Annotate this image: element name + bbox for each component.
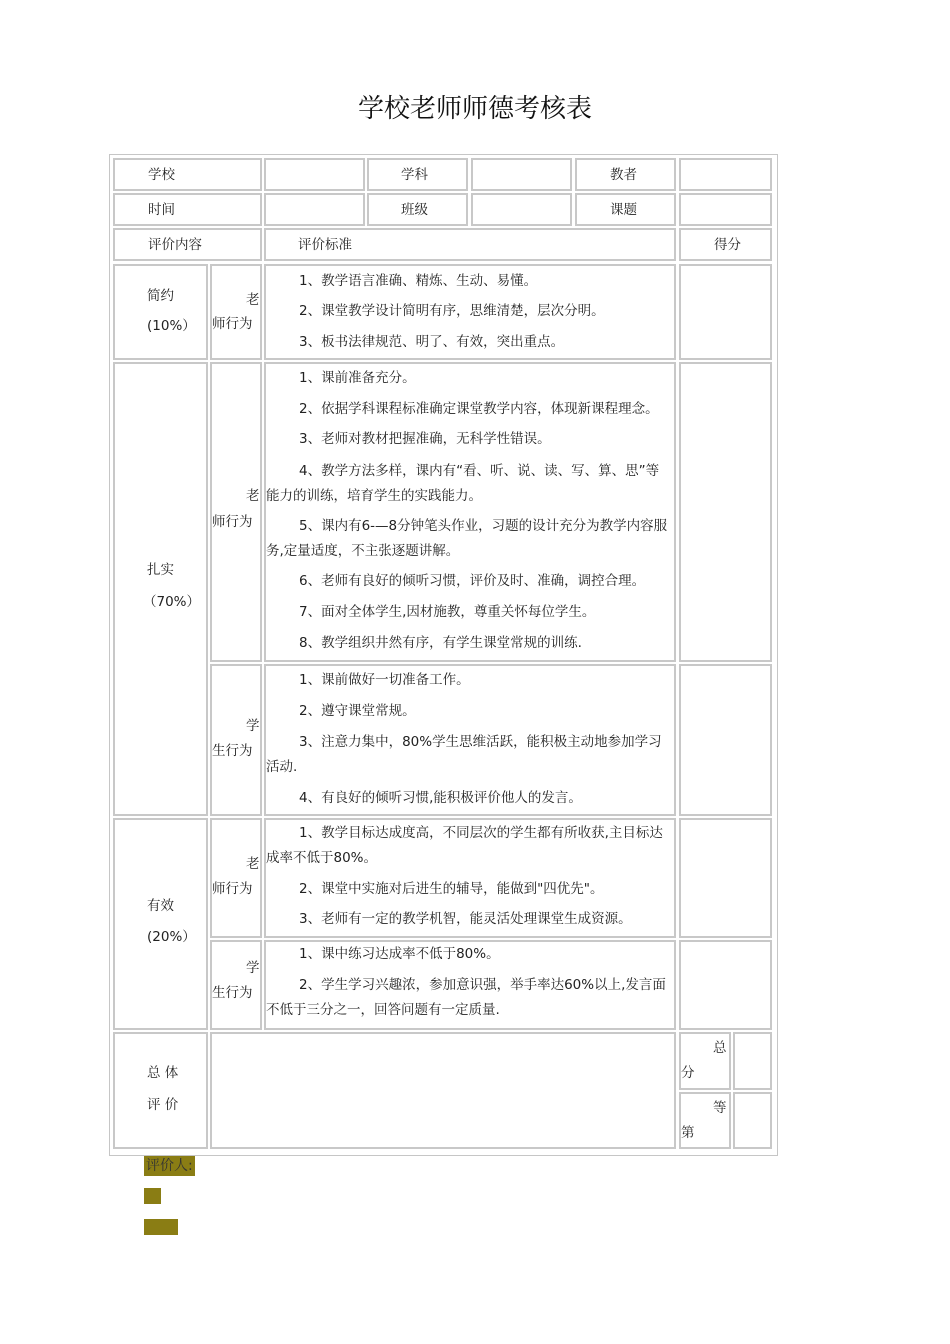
grade-label-line1: 等 — [713, 1100, 727, 1116]
overall-label-line2: 评 价 — [147, 1097, 179, 1113]
criterion-item: 4、有良好的倾听习惯,能积极评价他人的发言。 — [299, 790, 582, 806]
criterion-item: 2、课堂教学设计简明有序，思维清楚，层次分明。 — [299, 303, 605, 319]
criterion-item: 2、依据学科课程标准确定课堂教学内容，体现新课程理念。 — [299, 401, 659, 417]
solid-teacher-criteria-cell — [264, 362, 676, 662]
criterion-item: 3、老师有一定的教学机智，能灵活处理课堂生成资源。 — [299, 911, 632, 927]
criterion-item: 3、注意力集中，80%学生思维活跃，能积极主动地参加学习活动. — [266, 734, 662, 775]
criterion-item: 4、教学方法多样，课内有“看、听、说、读、写、算、思”等能力的训练，培育学生的实践能力。 — [266, 463, 660, 504]
criterion-item: 2、学生学习兴趣浓，参加意识强，举手率达60%以上,发言面不低于三分之一，回答问题有一定质量. — [266, 977, 666, 1018]
concise-teacher-role-cell — [210, 264, 262, 360]
overall-label-cell — [113, 1032, 208, 1149]
criterion-item: 1、课前做好一切准备工作。 — [299, 672, 470, 688]
concise-teacher-role-line2: 师行为 — [212, 316, 253, 332]
subject-value-field[interactable] — [471, 158, 572, 191]
solid-student-criteria-cell — [264, 664, 676, 816]
total-label-line1: 总 — [713, 1040, 727, 1056]
criterion-item: 1、教学目标达成度高，不同层次的学生都有所收获,主目标达成率不低于80%。 — [266, 825, 663, 866]
solid-category-cell — [113, 362, 208, 816]
overall-label-line1: 总 体 — [147, 1065, 179, 1081]
criterion-item: 1、课前准备充分。 — [299, 370, 416, 386]
criterion-item: 1、课中练习达成率不低于80%。 — [299, 946, 500, 962]
effective-teacher-role-line2: 师行为 — [212, 881, 253, 897]
solid-teacher-role-line1: 老 — [246, 488, 260, 504]
highlight-mark — [144, 1188, 161, 1204]
effective-teacher-criteria-cell — [264, 818, 676, 938]
subject-label: 学科 — [401, 167, 428, 183]
effective-category-cell — [113, 818, 208, 1030]
concise-category-cell — [113, 264, 208, 360]
effective-student-criteria-cell — [264, 940, 676, 1030]
effective-student-role-line1: 学 — [246, 960, 260, 976]
school-label: 学校 — [148, 167, 175, 183]
evaluator-label: 评价人: — [146, 1158, 193, 1174]
concise-criteria-cell — [264, 264, 676, 360]
highlight-mark — [144, 1219, 178, 1235]
effective-student-score-field[interactable] — [679, 940, 772, 1030]
effective-student-role-line2: 生行为 — [212, 985, 253, 1001]
concise-weight: (10%） — [147, 318, 196, 334]
effective-teacher-role-cell — [210, 818, 262, 938]
effective-teacher-score-field[interactable] — [679, 818, 772, 938]
standard-header-cell — [264, 228, 676, 261]
school-value-field[interactable] — [264, 158, 365, 191]
solid-student-score-field[interactable] — [679, 664, 772, 816]
criterion-item: 5、课内有6-—8分钟笔头作业，习题的设计充分为教学内容服务,定量适度，不主张逐题讲解。 — [266, 518, 668, 559]
total-score-field[interactable] — [733, 1032, 772, 1090]
class-value-field[interactable] — [471, 193, 572, 226]
solid-teacher-role-cell — [210, 362, 262, 662]
concise-name: 简约 — [147, 288, 174, 304]
time-value-field[interactable] — [264, 193, 365, 226]
effective-weight: (20%） — [147, 929, 196, 945]
score-header: 得分 — [714, 237, 741, 253]
time-label-cell — [113, 193, 262, 226]
assessment-table — [109, 154, 778, 1156]
score-header-cell — [679, 228, 772, 261]
class-label-cell — [367, 193, 468, 226]
solid-student-role-line1: 学 — [246, 718, 260, 734]
criterion-item: 8、教学组织井然有序，有学生课堂常规的训练. — [299, 635, 582, 651]
solid-teacher-score-field[interactable] — [679, 362, 772, 662]
topic-label: 课题 — [610, 202, 637, 218]
criterion-item: 7、面对全体学生,因材施教，尊重关怀每位学生。 — [299, 604, 596, 620]
grade-label-line2: 第 — [681, 1125, 695, 1141]
solid-teacher-role-line2: 师行为 — [212, 514, 253, 530]
teacher-label-cell — [575, 158, 676, 191]
effective-name: 有效 — [147, 898, 174, 914]
solid-student-role-cell — [210, 664, 262, 816]
effective-teacher-role-line1: 老 — [246, 856, 260, 872]
criterion-item: 2、课堂中实施对后进生的辅导，能做到"四优先"。 — [299, 881, 604, 897]
topic-value-field[interactable] — [679, 193, 772, 226]
overall-comment-field[interactable] — [210, 1032, 676, 1149]
class-label: 班级 — [401, 202, 428, 218]
solid-name: 扎实 — [147, 562, 174, 578]
grade-value-field[interactable] — [733, 1092, 772, 1149]
criterion-item: 6、老师有良好的倾听习惯，评价及时、准确，调控合理。 — [299, 573, 646, 589]
effective-student-role-cell — [210, 940, 262, 1030]
topic-label-cell — [575, 193, 676, 226]
grade-label-cell — [679, 1092, 731, 1149]
page-title: 学校老师师德考核表 — [357, 94, 592, 124]
criterion-item: 3、板书法律规范、明了、有效，突出重点。 — [299, 334, 565, 350]
concise-teacher-role-line1: 老 — [246, 292, 260, 308]
total-label-cell — [679, 1032, 731, 1090]
school-label-cell — [113, 158, 262, 191]
standard-header: 评价标准 — [298, 237, 352, 253]
teacher-label: 教者 — [610, 167, 637, 183]
time-label: 时间 — [148, 202, 175, 218]
criterion-item: 2、遵守课堂常规。 — [299, 703, 416, 719]
total-label-line2: 分 — [681, 1065, 695, 1081]
content-header: 评价内容 — [148, 237, 202, 253]
criterion-item: 1、教学语言准确、精炼、生动、易懂。 — [299, 273, 538, 289]
criterion-item: 3、老师对教材把握准确，无科学性错误。 — [299, 431, 551, 447]
solid-weight: （70%） — [143, 594, 201, 610]
teacher-value-field[interactable] — [679, 158, 772, 191]
concise-score-field[interactable] — [679, 264, 772, 360]
solid-student-role-line2: 生行为 — [212, 743, 253, 759]
content-header-cell — [113, 228, 262, 261]
subject-label-cell — [367, 158, 468, 191]
